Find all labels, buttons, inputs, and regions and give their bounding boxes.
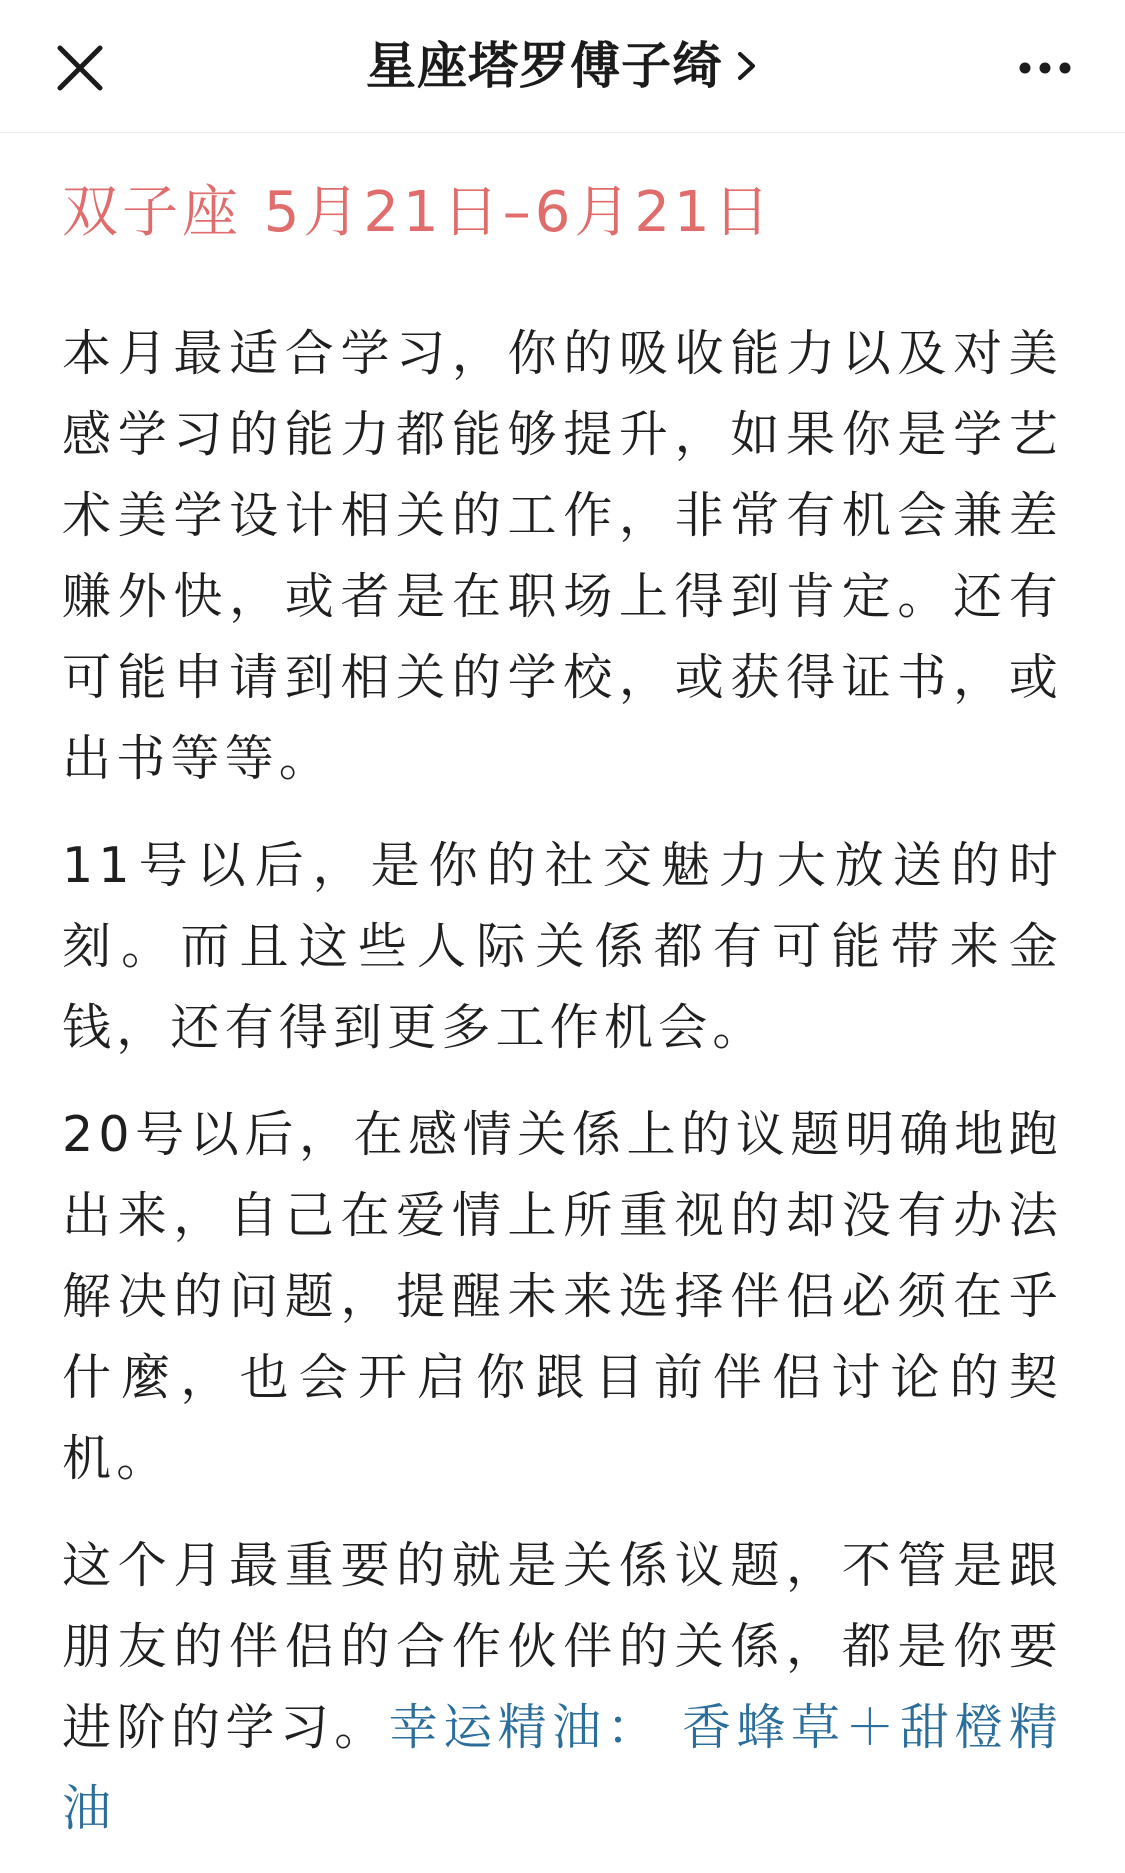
chevron-right-icon (735, 46, 759, 86)
lucky-oil-text: 幸运精油： 香蜂草＋甜橙精油 (62, 1699, 1063, 1837)
top-navigation-bar (0, 0, 1125, 133)
more-horizontal-icon[interactable] (1017, 40, 1073, 96)
account-name-link[interactable] (366, 34, 759, 98)
article-content (0, 133, 1125, 1849)
article-paragraph (62, 1525, 1063, 1849)
article-paragraph: 20号以后，在感情关係上的议题明确地跑出来，自己在爱情上所重视的却没有办法解决的问题，提醒未来选择伴侣必须在乎什麼，也会开启你跟目前伴侣讨论的契机。 (62, 1106, 1063, 1487)
article-paragraph-text: 这个月最重要的就是关係议题，不管是跟朋友的伴侣的合作伙伴的关係，都是你要进阶的学习。 (62, 1537, 1063, 1756)
zodiac-date-heading: 双子座 5月21日–6月21日 (62, 180, 774, 245)
account-title-area (0, 34, 1125, 98)
article-paragraph: 11号以后，是你的社交魅力大放送的时刻。而且这些人际关係都有可能带来金钱，还有得到更多工作机会。 (62, 837, 1063, 1056)
account-name: 星座塔罗傅子绮 (366, 37, 723, 95)
article-paragraph: 本月最适合学习，你的吸收能力以及对美感学习的能力都能够提升，如果你是学艺术美学设计相关的工作，非常有机会兼差赚外快，或者是在职场上得到肯定。还有可能申请到相关的学校，或获得证书，或出书等等。 (62, 325, 1063, 787)
